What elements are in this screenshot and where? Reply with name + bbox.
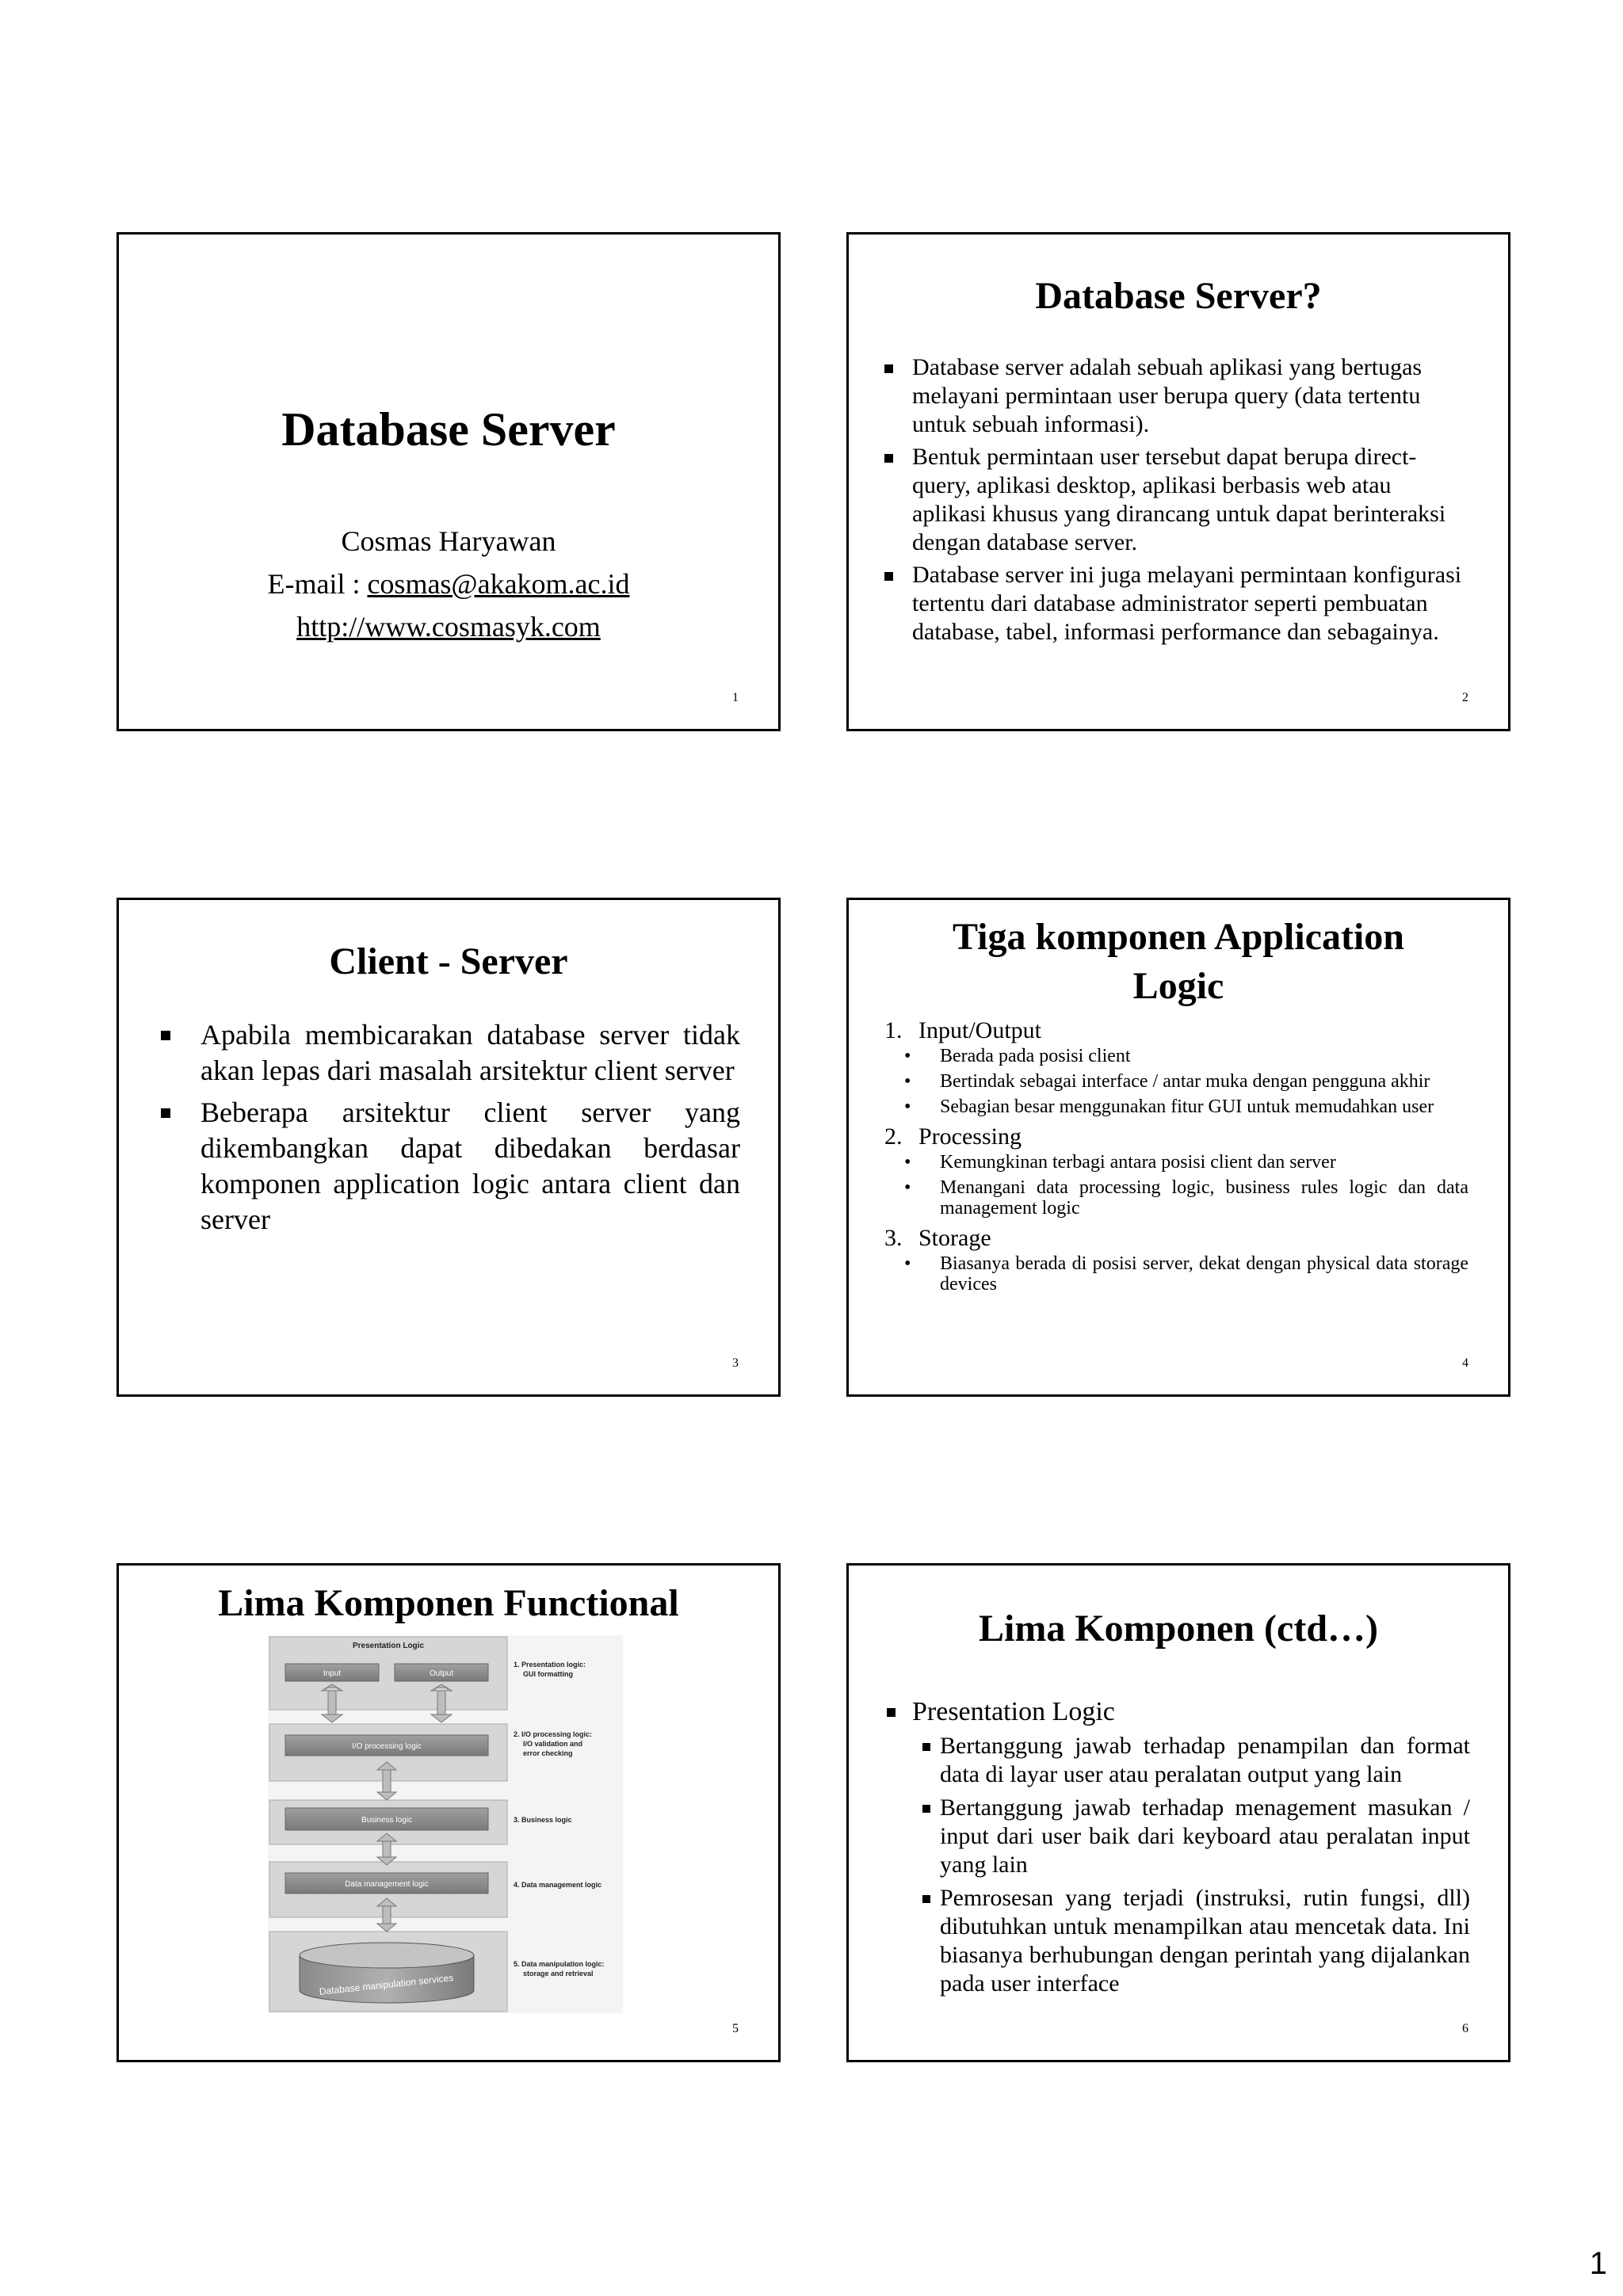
bullet-text: Beberapa arsitektur client server yang dikembangkan dapat dibedakan berdasar komponen application logic antara client dan server bbox=[200, 1097, 740, 1235]
dot-bullet-icon: • bbox=[904, 1097, 911, 1117]
sub-item bbox=[884, 1097, 1468, 1117]
sub-item-text: Berada pada posisi client bbox=[940, 1046, 1131, 1066]
io-processing-label: I/O processing logic bbox=[352, 1742, 422, 1751]
bullet-list bbox=[912, 353, 1468, 650]
sub-item bbox=[884, 1152, 1468, 1173]
item-label: Storage bbox=[918, 1225, 991, 1251]
sub-item-text: Kemungkinan terbagi antara posisi client dan server bbox=[940, 1152, 1336, 1173]
slide-4 bbox=[846, 898, 1510, 1397]
note-text: I/O validation and bbox=[523, 1740, 583, 1748]
slide-number: 6 bbox=[1462, 2022, 1468, 2035]
website-link[interactable]: http://www.cosmasyk.com bbox=[296, 611, 601, 643]
slide-title: Database Server bbox=[281, 403, 616, 456]
item-number: 3. bbox=[884, 1225, 903, 1251]
list-item bbox=[912, 443, 1468, 557]
list-item bbox=[912, 353, 1468, 439]
presentation-logic-label: Presentation Logic bbox=[352, 1642, 425, 1650]
author-info bbox=[119, 520, 778, 648]
list-item bbox=[912, 561, 1468, 646]
item-number: 2. bbox=[884, 1123, 903, 1150]
slide-3 bbox=[116, 898, 781, 1397]
list-heading bbox=[884, 1223, 1468, 1253]
business-logic-label: Business logic bbox=[361, 1816, 412, 1825]
bullet-text: Pemrosesan yang terjadi (instruksi, rutin fungsi, dll) dibutuhkan untuk menampilkan atau mencetak data. Ini biasanya berhubungan dengan perintah yang dijalankan pada user interface bbox=[940, 1885, 1470, 1997]
square-bullet-icon bbox=[922, 1743, 930, 1751]
item-label: Processing bbox=[918, 1123, 1022, 1150]
slide-title: Client - Server bbox=[329, 940, 568, 982]
output-label: Output bbox=[429, 1669, 454, 1678]
bullet-text: Bertanggung jawab terhadap penampilan dan format data di layar user atau peralatan output yang lain bbox=[940, 1733, 1470, 1787]
slide-number: 1 bbox=[732, 691, 739, 704]
list-heading bbox=[884, 1122, 1468, 1152]
email-prefix: E-mail : bbox=[267, 568, 368, 600]
dot-bullet-icon: • bbox=[904, 1071, 911, 1092]
square-bullet-icon bbox=[884, 454, 893, 463]
sub-item-text: Biasanya berada di posisi server, dekat dengan physical data storage devices bbox=[940, 1253, 1468, 1295]
item-label: Input/Output bbox=[918, 1017, 1041, 1043]
section-heading-text: Presentation Logic bbox=[912, 1697, 1115, 1726]
slide-title: Lima Komponen (ctd…) bbox=[979, 1608, 1378, 1650]
dot-bullet-icon: • bbox=[904, 1046, 911, 1066]
slide-1 bbox=[116, 232, 781, 731]
bullet-text: Bentuk permintaan user tersebut dapat berupa direct-query, aplikasi desktop, aplikasi berbasis web atau aplikasi khusus yang dirancang untuk dapat berinteraksi dengan database server. bbox=[912, 444, 1446, 555]
list-heading bbox=[884, 1016, 1468, 1046]
slide-title bbox=[849, 913, 1508, 1011]
sub-item bbox=[884, 1177, 1468, 1219]
dot-bullet-icon: • bbox=[904, 1152, 911, 1173]
note-text: 3. Business logic bbox=[514, 1816, 572, 1824]
slide-6 bbox=[846, 1563, 1510, 2062]
slide-number: 3 bbox=[732, 1356, 739, 1370]
numbered-list bbox=[884, 1016, 1468, 1299]
email-line bbox=[119, 563, 778, 605]
note-text: error checking bbox=[523, 1749, 573, 1757]
db-services-label: Database manipulation services bbox=[319, 1972, 454, 1997]
square-bullet-icon bbox=[922, 1895, 930, 1903]
bullet-list bbox=[940, 1732, 1470, 2003]
dot-bullet-icon: • bbox=[904, 1177, 911, 1198]
section-heading bbox=[912, 1696, 1115, 1728]
list-item bbox=[940, 1732, 1470, 1789]
note-text: 1. Presentation logic: bbox=[514, 1661, 586, 1669]
title-line-2: Logic bbox=[1132, 965, 1224, 1007]
dot-bullet-icon: • bbox=[904, 1253, 911, 1274]
slide-title: Database Server? bbox=[1035, 275, 1322, 317]
sub-item bbox=[884, 1253, 1468, 1295]
sub-item-text: Bertindak sebagai interface / antar muka dengan pengguna akhir bbox=[940, 1071, 1430, 1092]
list-item bbox=[940, 1794, 1470, 1879]
bullet-list bbox=[200, 1017, 740, 1244]
square-bullet-icon bbox=[884, 364, 893, 373]
slide-title: Lima Komponen Functional bbox=[218, 1582, 679, 1624]
title-line-1: Tiga komponen Application bbox=[953, 916, 1404, 958]
slide-number: 5 bbox=[732, 2022, 739, 2035]
sub-list bbox=[884, 1253, 1468, 1295]
author-name: Cosmas Haryawan bbox=[341, 525, 556, 557]
note-text: GUI formatting bbox=[523, 1670, 573, 1678]
sub-list bbox=[884, 1152, 1468, 1219]
note-text: 5. Data manipulation logic: bbox=[514, 1960, 605, 1968]
note-text: 2. I/O processing logic: bbox=[514, 1730, 593, 1738]
page-number: 1 bbox=[1589, 2246, 1607, 2281]
square-bullet-icon bbox=[161, 1031, 170, 1040]
square-bullet-icon bbox=[887, 1708, 896, 1717]
bullet-text: Bertanggung jawab terhadap menagement masukan / input dari user baik dari keyboard atau peralatan input yang lain bbox=[940, 1794, 1470, 1878]
square-bullet-icon bbox=[884, 572, 893, 581]
sub-item-text: Sebagian besar menggunakan fitur GUI untuk memudahkan user bbox=[940, 1097, 1434, 1117]
bullet-text: Database server adalah sebuah aplikasi yang bertugas melayani permintaan user berupa query (data tertentu untuk sebuah informasi). bbox=[912, 354, 1423, 437]
note-text: storage and retrieval bbox=[523, 1970, 594, 1978]
sub-item-text: Menangani data processing logic, business rules logic dan data management logic bbox=[940, 1177, 1468, 1219]
list-item bbox=[200, 1095, 740, 1238]
functional-components-diagram bbox=[268, 1635, 623, 2013]
email-link[interactable]: cosmas@akakom.ac.id bbox=[367, 568, 630, 600]
square-bullet-icon bbox=[161, 1108, 170, 1118]
input-label: Input bbox=[323, 1669, 342, 1678]
list-item bbox=[940, 1884, 1470, 1998]
bullet-text: Apabila membicarakan database server tidak akan lepas dari masalah arsitektur client server bbox=[200, 1019, 740, 1086]
slide-5 bbox=[116, 1563, 781, 2062]
slide-number: 2 bbox=[1462, 691, 1468, 704]
sub-item bbox=[884, 1071, 1468, 1092]
sub-list bbox=[884, 1046, 1468, 1117]
note-text: 4. Data management logic bbox=[514, 1881, 602, 1889]
slide-2 bbox=[846, 232, 1510, 731]
slide-number: 4 bbox=[1462, 1356, 1468, 1370]
list-item bbox=[200, 1017, 740, 1089]
website-line bbox=[119, 605, 778, 648]
square-bullet-icon bbox=[922, 1805, 930, 1813]
item-number: 1. bbox=[884, 1017, 903, 1043]
data-management-label: Data management logic bbox=[345, 1880, 429, 1889]
sub-item bbox=[884, 1046, 1468, 1066]
bullet-text: Database server ini juga melayani permintaan konfigurasi tertentu dari database administrator seperti pembuatan database, tabel, informasi performance dan sebagainya. bbox=[912, 562, 1462, 645]
